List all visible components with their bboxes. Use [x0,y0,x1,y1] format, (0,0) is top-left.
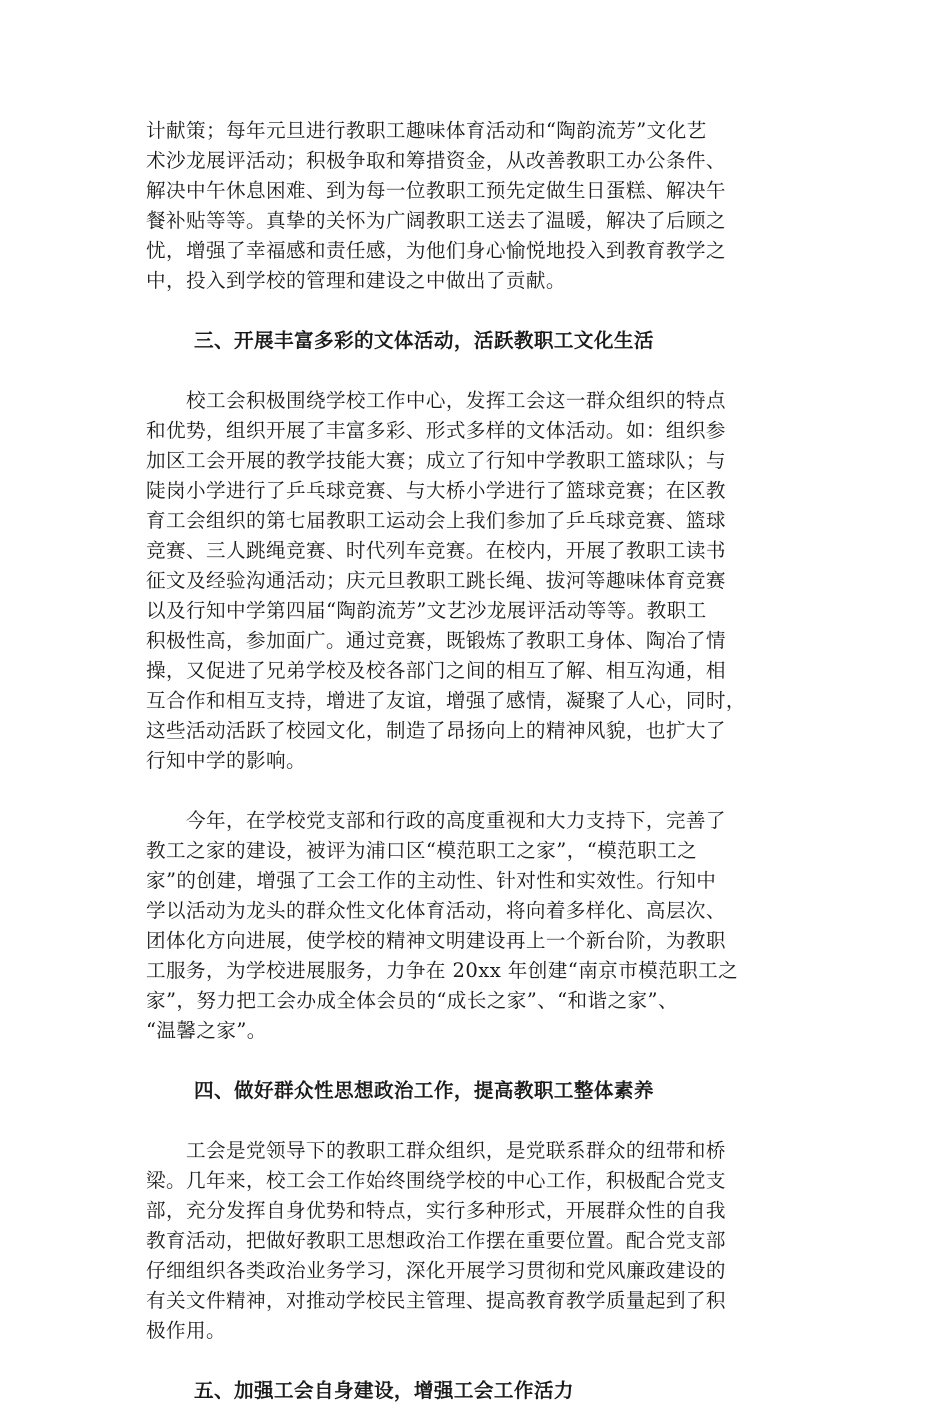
text-line: 征文及经验沟通活动；庆元旦教职工跳长绳、拔河等趣味体育竞赛 [146,569,726,592]
text-line: 学以活动为龙头的群众性文化体育活动，将向着多样化、高层次、 [146,899,726,922]
text-line: 梁。几年来，校工会工作始终围绕学校的中心工作，积极配合党支 [146,1169,726,1192]
text-line: 互合作和相互支持，增进了友谊，增强了感情，凝聚了人心，同时， [146,689,746,712]
paragraph-spacer [146,1106,826,1136]
paragraph-2 [146,386,826,776]
text-line: 加区工会开展的教学技能大赛；成立了行知中学教职工篮球队；与 [146,449,726,472]
text-line: 中，投入到学校的管理和建设之中做出了贡献。 [146,269,566,292]
text-line: 术沙龙展评活动；积极争取和筹措资金，从改善教职工办公条件、 [146,149,726,172]
text-line: 极作用。 [146,1319,226,1342]
paragraph-4 [146,1136,826,1346]
paragraph-1 [146,116,826,296]
text-line: 这些活动活跃了校园文化，制造了昂扬向上的精神风貌，也扩大了 [146,719,726,742]
paragraph-spacer [146,776,826,806]
section-heading-5: 五、加强工会自身建设，增强工会工作活力 [194,1379,574,1402]
text-line: 解决中午休息困难、到为每一位教职工预先定做生日蛋糕、解决午 [146,179,726,202]
text-line: 以及行知中学第四届“陶韵流芳”文艺沙龙展评活动等等。教职工 [146,599,707,622]
text-line: 操，又促进了兄弟学校及校各部门之间的相互了解、相互沟通，相 [146,659,726,682]
text-line: 育工会组织的第七届教职工运动会上我们参加了乒乓球竞赛、篮球 [146,509,726,532]
text-line: 积极性高，参加面广。通过竞赛，既锻炼了教职工身体、陶冶了情 [146,629,726,652]
paragraph-spacer [146,296,826,326]
text-line: 工服务，为学校进展服务，力争在 20xx 年创建“南京市模范职工之 [146,959,739,982]
text-line: 有关文件精神，对推动学校民主管理、提高教育教学质量起到了积 [146,1289,726,1312]
text-line: 今年，在学校党支部和行政的高度重视和大力支持下，完善了 [146,809,726,832]
text-line: 陡岗小学进行了乒乓球竞赛、与大桥小学进行了篮球竞赛；在区教 [146,479,726,502]
text-line: 校工会积极围绕学校工作中心，发挥工会这一群众组织的特点 [146,389,726,412]
text-line: 计献策；每年元旦进行教职工趣味体育活动和“陶韵流芳”文化艺 [146,119,707,142]
text-line: 餐补贴等等。真挚的关怀为广阔教职工送去了温暖，解决了后顾之 [146,209,726,232]
text-line: 团体化方向进展，使学校的精神文明建设再上一个新台阶，为教职 [146,929,726,952]
text-line: “温馨之家”。 [146,1019,267,1042]
paragraph-3 [146,806,826,1046]
paragraph-spacer [146,1046,826,1076]
text-line: 家”，努力把工会办成全体会员的“成长之家”、“和谐之家”、 [146,989,678,1012]
document-body [146,116,826,1406]
text-line: 和优势，组织开展了丰富多彩、形式多样的文体活动。如：组织参 [146,419,726,442]
text-line: 忧，增强了幸福感和责任感，为他们身心愉悦地投入到教育教学之 [146,239,726,262]
section-heading-3: 三、开展丰富多彩的文体活动，活跃教职工文化生活 [194,329,654,352]
text-line: 行知中学的影响。 [146,749,306,772]
text-line: 工会是党领导下的教职工群众组织，是党联系群众的纽带和桥 [146,1139,726,1162]
text-line: 部，充分发挥自身优势和特点，实行多种形式，开展群众性的自我 [146,1199,726,1222]
paragraph-spacer [146,356,826,386]
text-line: 竞赛、三人跳绳竞赛、时代列车竞赛。在校内，开展了教职工读书 [146,539,726,562]
text-line: 教育活动，把做好教职工思想政治工作摆在重要位置。配合党支部 [146,1229,726,1252]
paragraph-spacer [146,1346,826,1376]
text-line: 教工之家的建设，被评为浦口区“模范职工之家”，“模范职工之 [146,839,698,862]
section-heading-4: 四、做好群众性思想政治工作，提高教职工整体素养 [194,1079,654,1102]
text-line: 仔细组织各类政治业务学习，深化开展学习贯彻和党风廉政建设的 [146,1259,726,1282]
text-line: 家”的创建，增强了工会工作的主动性、针对性和实效性。行知中 [146,869,717,892]
